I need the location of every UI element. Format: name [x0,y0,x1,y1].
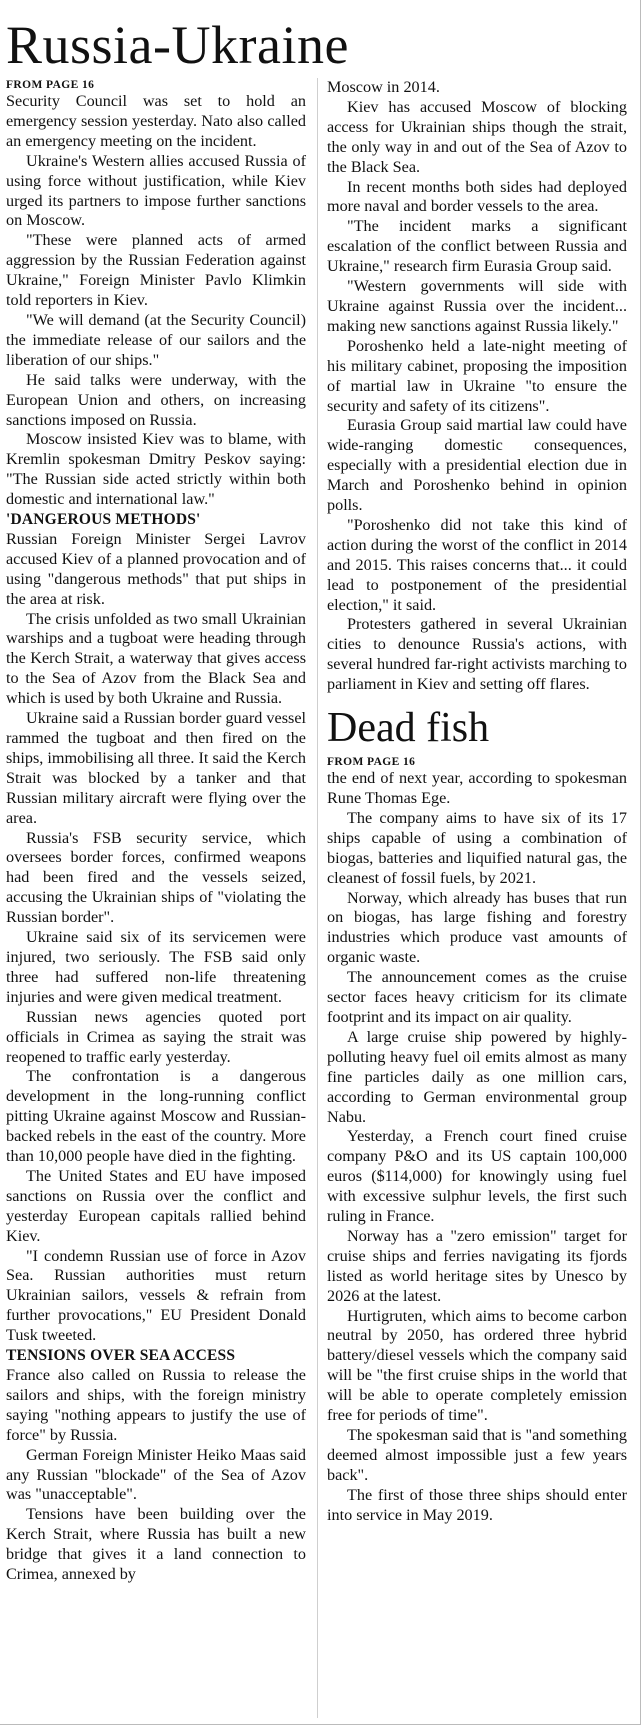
paragraph: "We will demand (at the Security Council) the immediate release of our sailors and the liberation of our ships." [6,310,306,369]
paragraph: Ukraine's Western allies accused Russia of using force without justification, while Kiev urged its partners to impose further sanctions on Moscow. [6,151,306,230]
from-page-label: FROM PAGE 16 [327,756,416,769]
paragraph: Russia's FSB security service, which oversees border forces, confirmed weapons had been fired and the vessels seized, accusing the Ukrainian ships of "violating the Russian border". [6,828,306,927]
paragraph: The first of those three ships should enter into service in May 2019. [327,1485,627,1524]
paragraph: Ukraine said six of its servicemen were injured, two seriously. The FSB said only three had suffered non-life threatening injuries and were given medical treatment. [6,928,306,1006]
paragraph: Norway has a "zero emission" target for cruise ships and ferries navigating its fjords listed as world heritage sites by Unesco by 2026 at the latest. [327,1226,627,1305]
paragraph: Hurtigruten, which aims to become carbon neutral by 2050, has ordered three hybrid battery/diesel vessels which the company said will be "the first cruise ships in the world that will be able to operate completely emission free for periods of time". [327,1306,627,1425]
paragraph: "Poroshenko did not take this kind of action during the worst of the conflict in 2014 and 2015. This raises concerns that... it could lead to postponement of the presidential election," it said. [327,515,627,614]
headline-dead-fish: Dead fish [327,705,490,752]
paragraph: Moscow insisted Kiev was to blame, with Kremlin spokesman Dmitry Peskov saying: "The Russian side acted strictly within both domestic and international law." [6,430,306,509]
paragraph: Poroshenko held a late-night meeting of his military cabinet, proposing the imposition of martial law in Ukraine "to ensure the security and safety of its citizens". [327,336,627,415]
paragraph: Kiev has accused Moscow of blocking access for Ukrainian ships though the strait, the only way in and out of the Sea of Azov to the Black Sea. [327,97,627,176]
paragraph: The company aims to have six of its 17 ships capable of using a combination of biogas, batteries and liquified natural gas, the cleanest of fossil fuels, by 2021. [327,808,627,887]
paragraph: Ukraine said a Russian border guard vessel rammed the tugboat and then fired on the ships, immobilising all three. It said the Kerch Strait was blocked by a tanker and that Russian military aircraft were flying over the area. [6,709,306,827]
left-column [6,78,306,1585]
paragraph: Security Council was set to hold an emergency session yesterday. Nato also called an emergency meeting on the incident. [6,92,306,150]
from-page-label: FROM PAGE 16 [6,79,95,91]
right-column [327,78,627,1526]
headline-russia-ukraine: Russia-Ukraine [6,15,349,75]
paragraph: A large cruise ship powered by highly-polluting heavy fuel oil emits almost as many fine particles daily as one million cars, according to German environmental group Nabu. [327,1027,627,1126]
paragraph: Norway, which already has buses that run on biogas, has large fishing and forestry industries which produce vast amounts of organic waste. [327,888,627,967]
paragraph: Tensions have been building over the Kerch Strait, where Russia has built a new bridge that gives it a land connection to Crimea, annexed by [6,1505,306,1584]
paragraph: "These were planned acts of armed aggression by the Russian Federation against Ukraine," Foreign Minister Pavlo Klimkin told reporters in Kiev. [6,231,306,310]
paragraph: France also called on Russia to release the sailors and ships, with the foreign ministry saying "nothing appears to justify the use of force" by Russia. [6,1366,306,1444]
paragraph: Russian news agencies quoted port officials in Crimea as saying the strait was reopened to traffic early yesterday. [6,1007,306,1066]
paragraph: The spokesman said that is "and something deemed almost impossible just a few years back". [327,1426,627,1484]
paragraph: the end of next year, according to spokesman Rune Thomas Ege. [327,769,627,807]
paragraph: The United States and EU have imposed sanctions on Russia over the conflict and yesterday European capitals rallied behind Kiev. [6,1166,306,1245]
subhead-tensions-over-sea-access: TENSIONS OVER SEA ACCESS [6,1347,236,1365]
paragraph: Russian Foreign Minister Sergei Lavrov accused Kiev of a planned provocation and of using "dangerous methods" that put ships in the area at risk. [6,529,306,608]
paragraph: "I condemn Russian use of force in Azov Sea. Russian authorities must return Ukrainian sailors, vessels & refrain from further provocations," EU President Donald Tusk tweeted. [6,1246,306,1345]
paragraph: "Western governments will side with Ukraine against Russia over the incident... making new sanctions against Russia likely." [327,277,627,335]
paragraph: Protesters gathered in several Ukrainian cities to denounce Russia's actions, with several hundred far-right activists marching to parliament in Kiev and setting off flares. [327,615,627,694]
column-divider [317,78,318,1718]
paragraph: Yesterday, a French court fined cruise company P&O and its US captain 100,000 euros ($114,000) for knowingly using fuel with excessive sulphur levels, the first such ruling in France. [327,1127,627,1226]
paragraph: "The incident marks a significant escalation of the conflict between Russia and Ukraine," research firm Eurasia Group said. [327,217,627,276]
paragraph: The confrontation is a dangerous development in the long-running conflict pitting Ukraine against Moscow and Russian-backed rebels in the east of the country. More than 10,000 people have died in the fighting. [6,1067,306,1166]
paragraph: Eurasia Group said martial law could have wide-ranging domestic consequences, especially with a presidential election due in March and Poroshenko behind in opinion polls. [327,416,627,515]
subhead-dangerous-methods: 'DANGEROUS METHODS' [6,511,201,529]
paragraph: The announcement comes as the cruise sector faces heavy criticism for its climate footprint and its impact on air quality. [327,968,627,1026]
paragraph: He said talks were underway, with the European Union and others, on increasing sanctions imposed on Russia. [6,370,306,429]
paragraph: In recent months both sides had deployed more naval and border vessels to the area. [327,177,627,216]
paragraph: Moscow in 2014. [327,78,440,96]
paragraph: German Foreign Minister Heiko Maas said any Russian "blockade" of the Sea of Azov was "unacceptable". [6,1445,306,1504]
paragraph: The crisis unfolded as two small Ukrainian warships and a tugboat were heading through the Kerch Strait, a waterway that gives access to the Sea of Azov from the Black Sea and which is used by both Ukraine and Russia. [6,609,306,708]
